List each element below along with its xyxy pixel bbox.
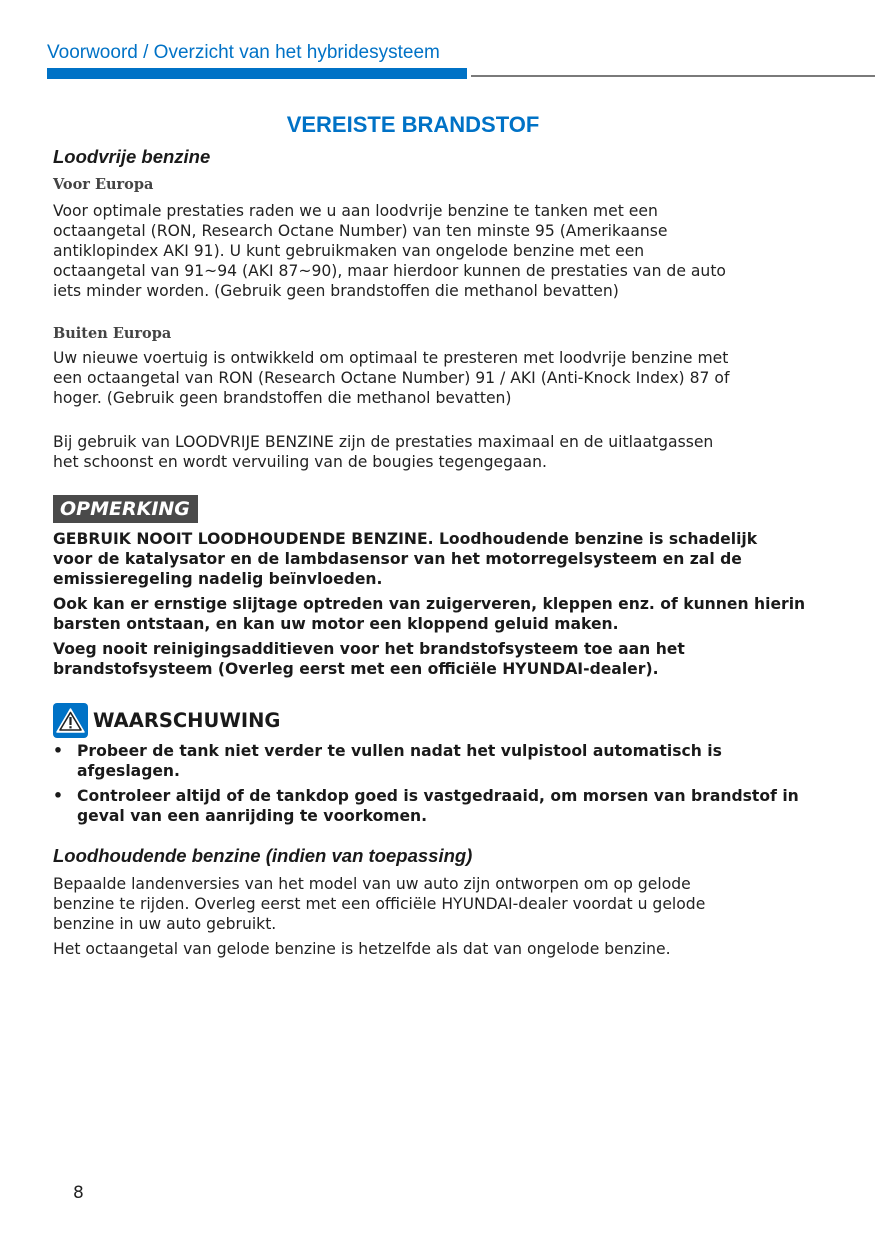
page-number: 8 — [73, 1183, 84, 1203]
warning-item: Probeer de tank niet verder te vullen nadat het vulpistool automatisch is afgeslagen. — [77, 742, 722, 780]
leaded-paragraph: Het octaangetal van gelode benzine is hetzelfde als dat van ongelode benzine. — [53, 940, 671, 958]
warning-label: WAARSCHUWING — [93, 709, 281, 732]
page-title: VEREISTE BRANDSTOF — [286, 112, 540, 137]
section-heading-leaded: Loodhoudende benzine (indien van toepassing) — [53, 845, 473, 866]
note-label: OPMERKING — [53, 495, 198, 523]
breadcrumb: Voorwoord / Overzicht van het hybridesysteem — [47, 42, 440, 63]
europe-paragraph: Voor optimale prestaties raden we u aan loodvrije benzine te tanken met een octaangetal (RON, Research Octane Number) van ten minste 95 (Amerikaanse antiklopindex AKI 91). U kunt gebruikmaken van ongelode benzine met een octaangetal van 91~94 (AKI 87~90), maar hierdoor kunnen de prestaties van de auto iets minder worden. (Gebruik geen brandstoffen die methanol bevatten) — [53, 202, 726, 300]
subheading-outside-europe: Buiten Europa — [53, 325, 172, 342]
benefit-paragraph: Bij gebruik van LOODVRIJE BENZINE zijn de prestaties maximaal en de uitlaatgassen het schoonst en wordt vervuiling van de bougies tegengegaan. — [53, 433, 714, 471]
section-heading-unleaded: Loodvrije benzine — [53, 146, 211, 167]
subheading-europe: Voor Europa — [53, 176, 154, 193]
bullet: • — [53, 787, 63, 805]
leaded-paragraph: Bepaalde landenversies van het model van uw auto zijn ontworpen om op gelode benzine te rijden. Overleg eerst met een officiële HYUNDAI-dealer voordat u gelode benzine in uw auto gebruikt. — [53, 875, 706, 933]
header-divider — [471, 75, 875, 77]
header-accent-bar — [47, 68, 467, 79]
note-paragraph: GEBRUIK NOOIT LOODHOUDENDE BENZINE. Loodhoudende benzine is schadelijk voor de katalysator en de lambdasensor van het motorregelsysteem en zal de emissieregeling nadelig beïnvloeden. — [53, 530, 758, 588]
warning-triangle-icon — [53, 703, 88, 738]
outside-europe-paragraph: Uw nieuwe voertuig is ontwikkeld om optimaal te presteren met loodvrije benzine met een octaangetal van RON (Research Octane Number) 91 / AKI (Anti-Knock Index) 87 of hoger. (Gebruik geen brandstoffen die methanol bevatten) — [53, 349, 730, 407]
warning-item: Controleer altijd of de tankdop goed is vastgedraaid, om morsen van brandstof in geval van een aanrijding te voorkomen. — [77, 787, 799, 825]
bullet: • — [53, 742, 63, 760]
note-paragraph: Voeg nooit reinigingsadditieven voor het brandstofsysteem toe aan het brandstofsysteem (Overleg eerst met een officiële HYUNDAI-dealer). — [53, 640, 685, 678]
note-paragraph: Ook kan er ernstige slijtage optreden van zuigerveren, kleppen enz. of kunnen hierin barsten ontstaan, en kan uw motor een kloppend geluid maken. — [53, 595, 806, 633]
